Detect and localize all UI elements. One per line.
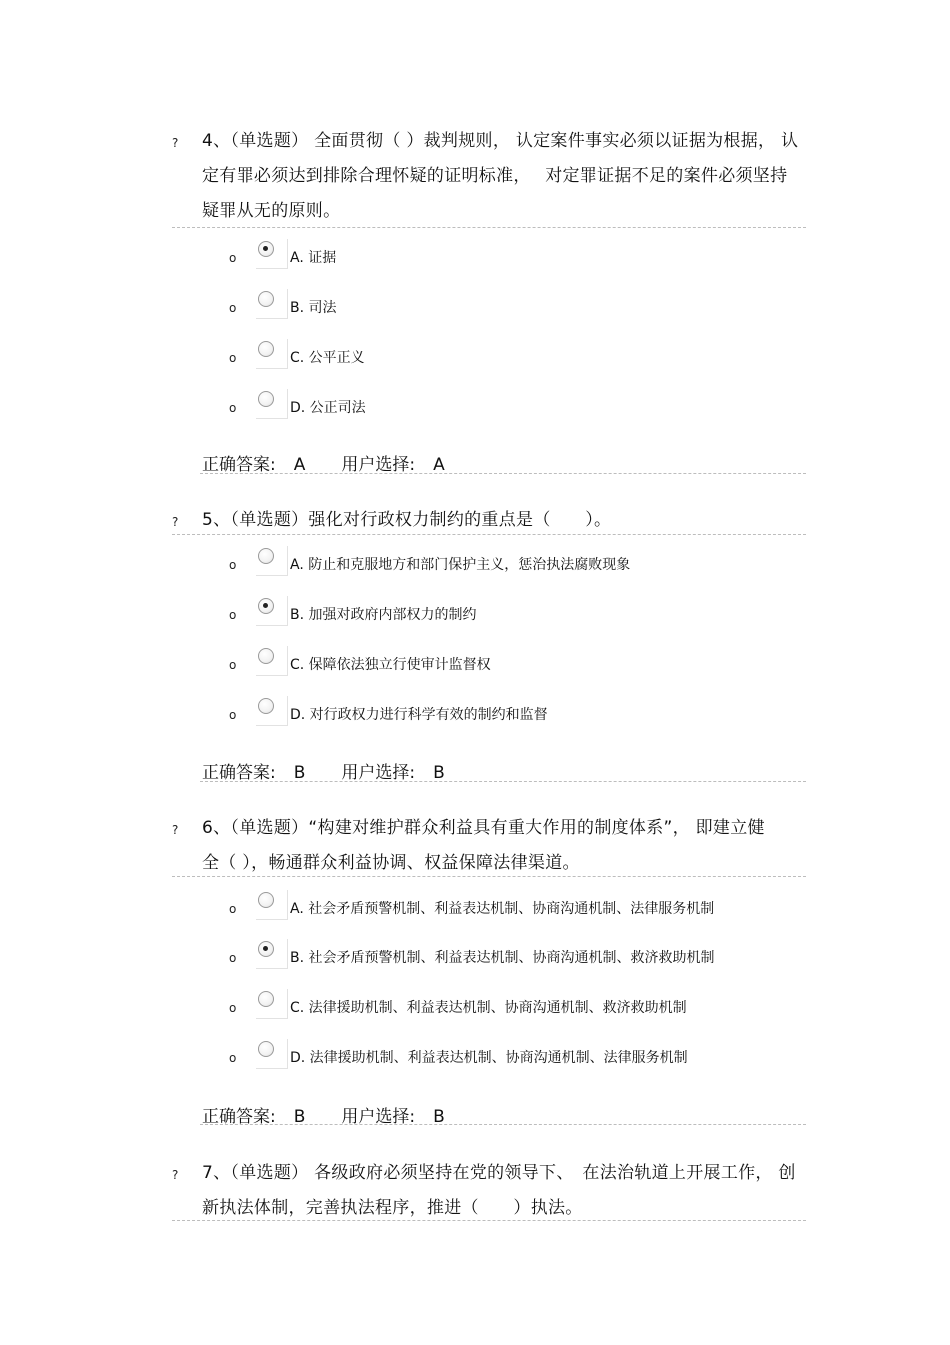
radio-button-icon[interactable]	[258, 648, 274, 664]
user-choice-value: B	[433, 763, 445, 783]
list-bullet: o	[229, 1051, 237, 1065]
question-text: 6、（单选题）“构建对维护群众利益具有重大作用的制度体系”， 即建立健全（ ），畅通群众利益协调、权益保障法律渠道。	[202, 818, 765, 873]
option-label: B. 社会矛盾预警机制、利益表达机制、协商沟通机制、救济救助机制	[290, 950, 715, 966]
radio-button-checked-icon[interactable]	[258, 241, 274, 257]
correct-answer-label: 正确答案:	[202, 455, 276, 475]
option-label: A. 社会矛盾预警机制、利益表达机制、协商沟通机制、法律服务机制	[290, 901, 715, 917]
user-choice-value: B	[433, 1107, 445, 1127]
list-bullet: o	[229, 558, 237, 572]
option-a[interactable]	[0, 892, 950, 922]
option-d[interactable]	[0, 698, 950, 728]
radio-button-icon[interactable]	[258, 391, 274, 407]
list-bullet: o	[229, 902, 237, 916]
option-label: D. 法律援助机制、利益表达机制、协商沟通机制、法律服务机制	[290, 1050, 688, 1066]
radio-button-checked-icon[interactable]	[258, 598, 274, 614]
question-divider	[172, 1220, 806, 1221]
radio-button-icon[interactable]	[258, 341, 274, 357]
question-divider	[172, 227, 806, 228]
question-text: 4、（单选题） 全面贯彻（ ）裁判规则， 认定案件事实必须以证据为根据， 认定有罪必须达到排除合理怀疑的证明标准， 对定罪证据不足的案件必须坚持疑罪从无的原则。	[202, 131, 799, 221]
option-label: B. 加强对政府内部权力的制约	[290, 607, 477, 623]
list-bullet: o	[229, 301, 237, 315]
correct-answer-label: 正确答案:	[202, 1107, 276, 1127]
question-divider	[172, 534, 806, 535]
option-c[interactable]	[0, 648, 950, 678]
radio-button-icon[interactable]	[258, 548, 274, 564]
radio-button-checked-icon[interactable]	[258, 941, 274, 957]
option-label: B. 司法	[290, 300, 337, 316]
option-d[interactable]	[0, 1041, 950, 1071]
option-b[interactable]	[0, 291, 950, 321]
list-bullet: o	[229, 608, 237, 622]
correct-answer-value: B	[293, 1107, 306, 1127]
option-label: D. 对行政权力进行科学有效的制约和监督	[290, 707, 548, 723]
question-divider	[172, 876, 806, 877]
option-label: C. 法律援助机制、利益表达机制、协商沟通机制、救济救助机制	[290, 1000, 687, 1016]
radio-button-icon[interactable]	[258, 1041, 274, 1057]
option-label: C. 保障依法独立行使审计监督权	[290, 657, 491, 673]
user-choice-label: 用户选择:	[341, 455, 416, 475]
question-marker: ?	[172, 823, 179, 837]
option-label: A. 防止和克服地方和部门保护主义，惩治执法腐败现象	[290, 557, 631, 573]
list-bullet: o	[229, 251, 237, 265]
option-c[interactable]	[0, 341, 950, 371]
answer-summary	[202, 450, 445, 475]
radio-button-icon[interactable]	[258, 698, 274, 714]
radio-button-icon[interactable]	[258, 991, 274, 1007]
option-b[interactable]	[0, 941, 950, 971]
option-a[interactable]	[0, 548, 950, 578]
answer-divider	[200, 1124, 806, 1125]
question-marker: ?	[172, 1168, 179, 1182]
list-bullet: o	[229, 1001, 237, 1015]
option-label: D. 公正司法	[290, 400, 366, 416]
correct-answer-label: 正确答案:	[202, 763, 276, 783]
answer-divider	[200, 781, 806, 782]
radio-button-icon[interactable]	[258, 291, 274, 307]
list-bullet: o	[229, 351, 237, 365]
question-marker: ?	[172, 515, 179, 529]
question-text: 5、（单选题）强化对行政权力制约的重点是（ ）。	[202, 510, 612, 530]
option-label: C. 公平正义	[290, 350, 365, 366]
list-bullet: o	[229, 401, 237, 415]
option-a[interactable]	[0, 241, 950, 271]
radio-button-icon[interactable]	[258, 892, 274, 908]
list-bullet: o	[229, 658, 237, 672]
answer-divider	[200, 473, 806, 474]
user-choice-label: 用户选择:	[341, 763, 416, 783]
option-label: A. 证据	[290, 250, 337, 266]
user-choice-label: 用户选择:	[341, 1107, 416, 1127]
question-text: 7、（单选题） 各级政府必须坚持在党的领导下、 在法治轨道上开展工作， 创新执法体制，完善执法程序，推进（ ）执法。	[202, 1163, 796, 1218]
option-c[interactable]	[0, 991, 950, 1021]
option-b[interactable]	[0, 598, 950, 628]
list-bullet: o	[229, 708, 237, 722]
user-choice-value: A	[433, 455, 445, 475]
answer-summary	[202, 758, 445, 783]
list-bullet: o	[229, 951, 237, 965]
correct-answer-value: A	[293, 455, 306, 475]
question-marker: ?	[172, 136, 179, 150]
option-d[interactable]	[0, 391, 950, 421]
correct-answer-value: B	[293, 763, 306, 783]
